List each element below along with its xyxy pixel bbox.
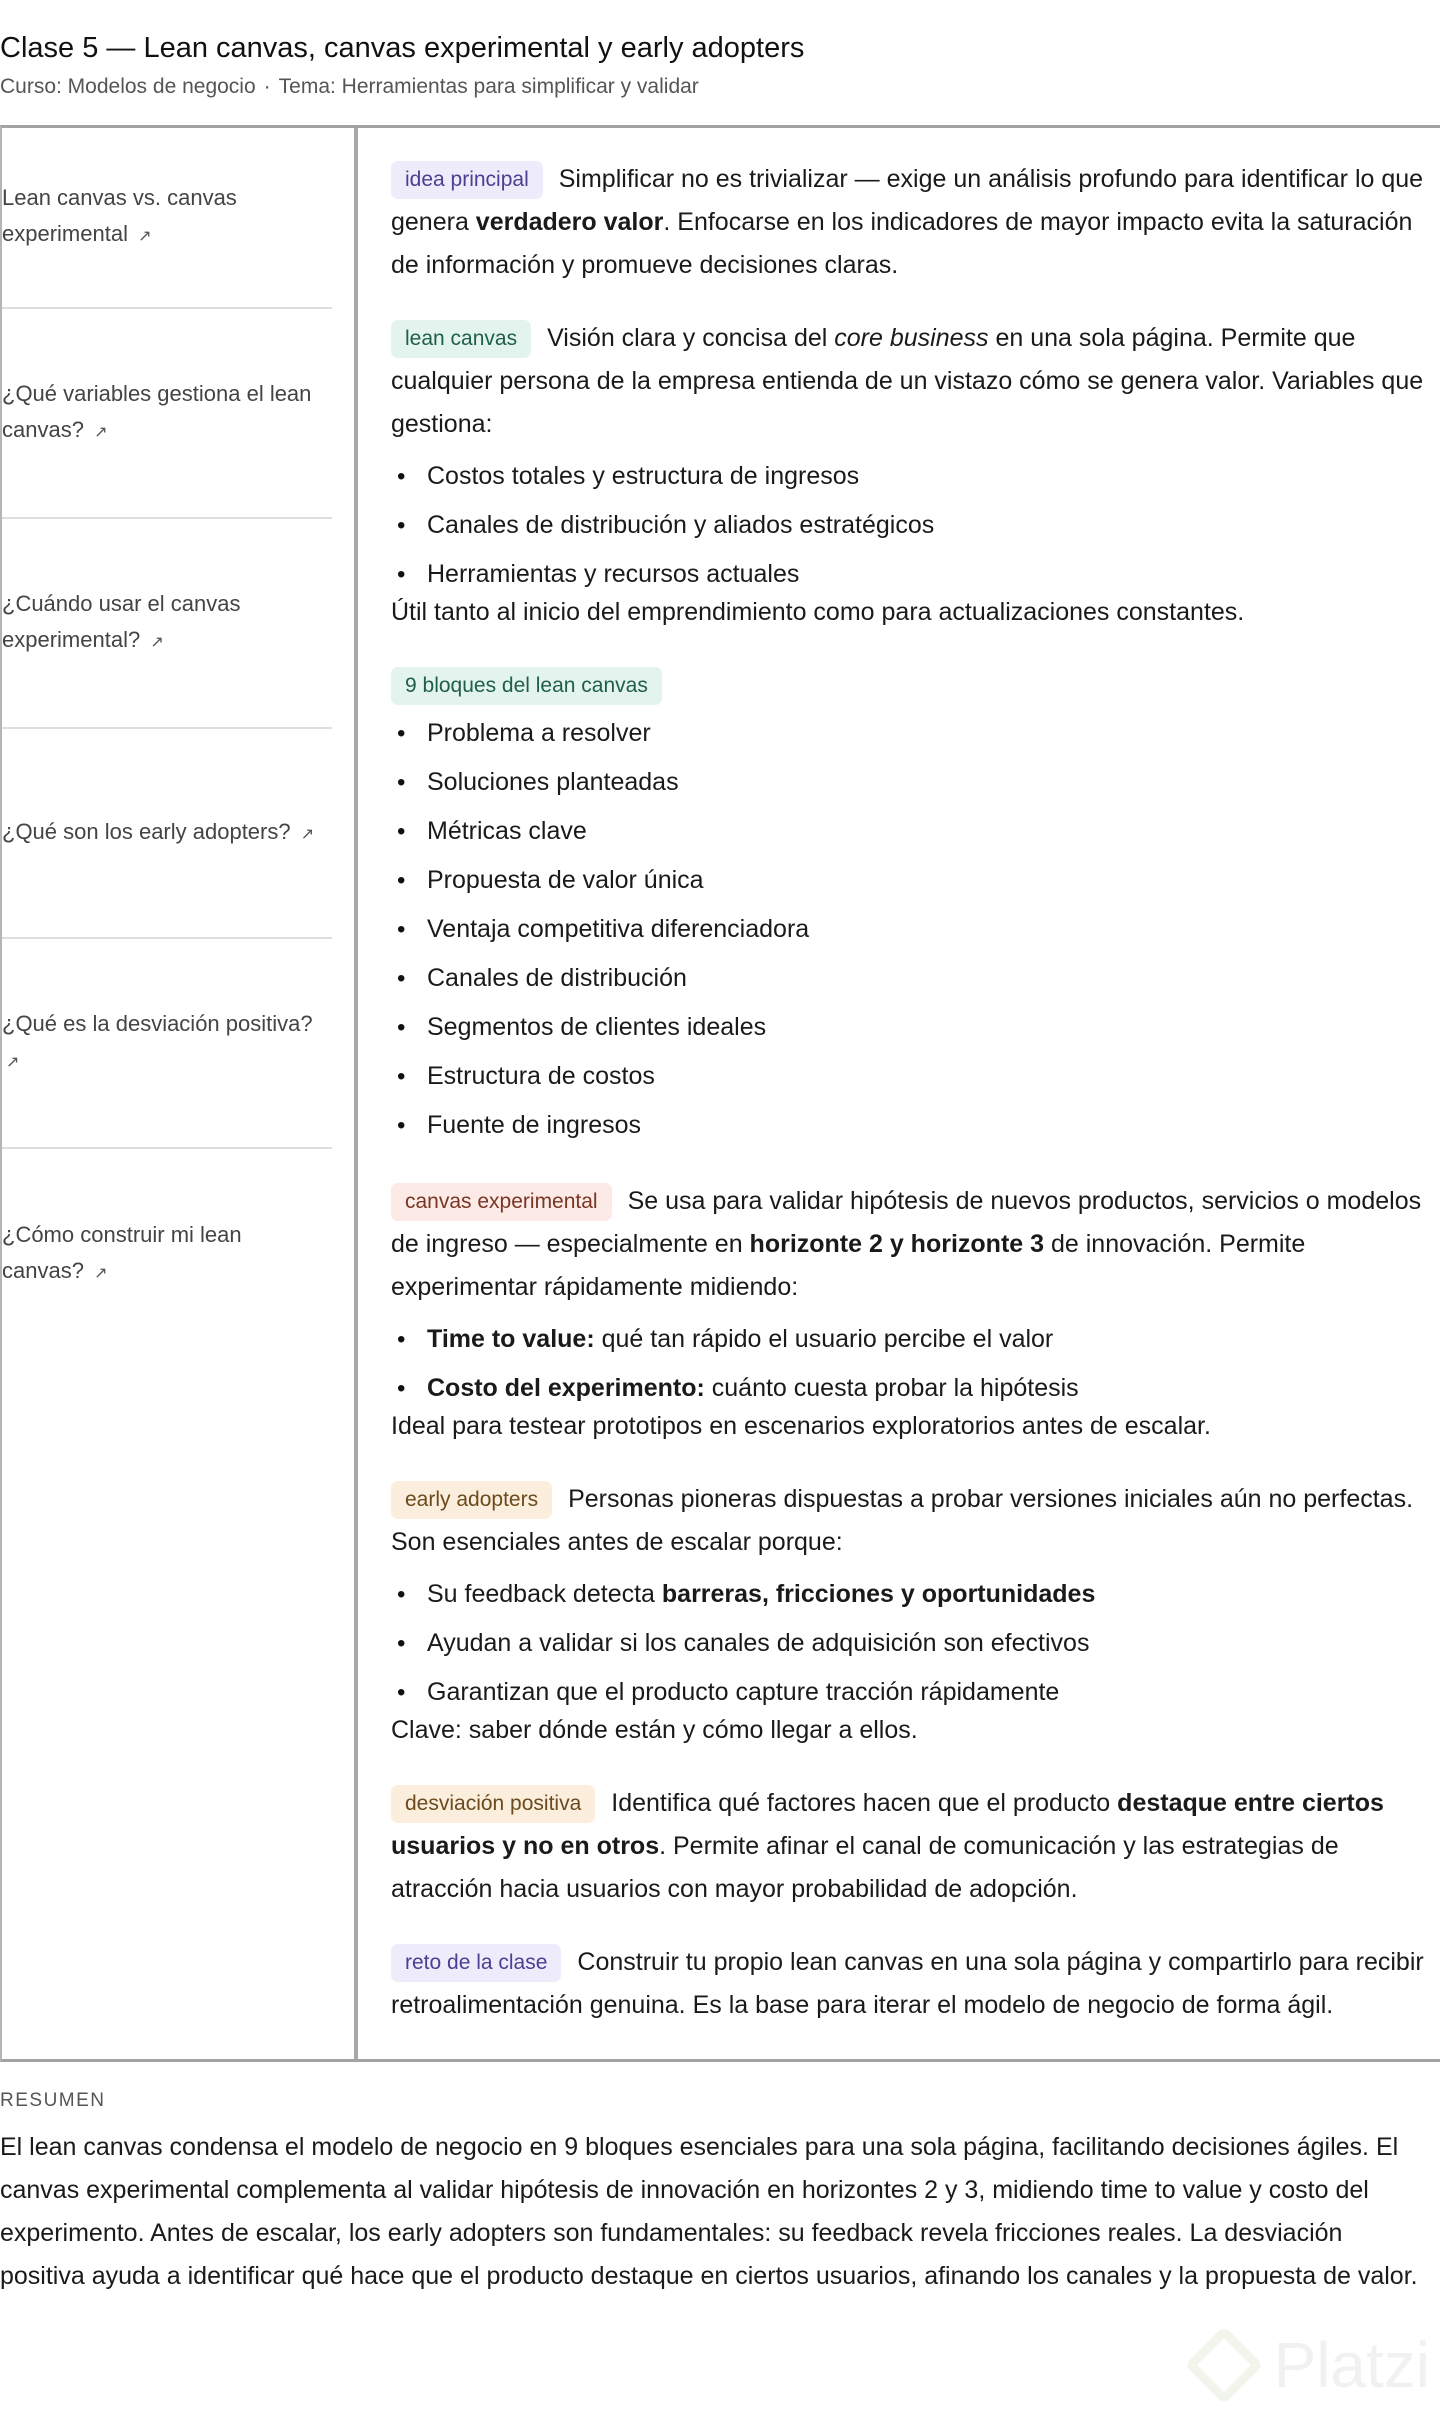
note-idea-principal — [391, 158, 1440, 287]
note-class-challenge — [391, 1941, 1440, 2027]
note-italic: core business — [834, 324, 989, 352]
question-link[interactable] — [2, 128, 332, 309]
list-item — [391, 1570, 1440, 1619]
note-canvas-experimental — [391, 1180, 1440, 1448]
external-link-icon: ↗ — [138, 228, 152, 245]
list-item — [391, 1364, 1440, 1413]
tag-early-adopters: early adopters — [391, 1481, 552, 1519]
list-item — [391, 1315, 1440, 1364]
note-bold: horizonte 2 y horizonte 3 — [749, 1230, 1045, 1258]
question-text: ¿Cómo construir mi lean canvas? — [2, 1221, 242, 1283]
question-link[interactable] — [2, 939, 332, 1149]
note-text: Simplificar no es trivializar — exige un análisis profundo para identificar lo que genera — [391, 165, 1424, 236]
item-text: Su feedback detecta — [427, 1580, 662, 1608]
tag-lean-canvas: lean canvas — [391, 320, 531, 358]
note-bold: verdadero valor — [475, 208, 664, 236]
tag-idea-principal: idea principal — [391, 161, 543, 199]
note-text: de innovación. Permite experimentar rápidamente midiendo: — [391, 1230, 1306, 1301]
external-link-icon: ↗ — [94, 423, 108, 441]
platzi-watermark — [1196, 2328, 1431, 2402]
note-text: Personas pioneras dispuestas a probar versiones iniciales aún no perfectas. Son esenciales antes de escalar porque: — [391, 1485, 1414, 1556]
notes-column — [358, 128, 1440, 2059]
list-item: • Canales de distribución — [391, 954, 1440, 1003]
list-item: • Métricas clave — [391, 807, 1440, 856]
reasons-list — [391, 1570, 1440, 1717]
question-text: ¿Qué variables gestiona el lean canvas? — [2, 380, 312, 442]
external-link-icon: ↗ — [6, 1053, 20, 1071]
list-item: • Ventaja competitiva diferenciadora — [391, 905, 1440, 954]
list-item: • Fuente de ingresos — [391, 1101, 1440, 1150]
note-early-adopters — [391, 1478, 1440, 1752]
cornell-notes-table — [0, 125, 1440, 2062]
question-text: Lean canvas vs. canvas experimental — [2, 185, 237, 246]
metric-name: Time to value: — [427, 1325, 595, 1353]
separator: · — [263, 75, 271, 98]
tag-class-challenge: reto de la clase — [391, 1944, 561, 1982]
note-text: . Permite afinar el canal de comunicación y las estrategias de atracción hacia usuarios con mayor probabilidad de adopción. — [391, 1832, 1339, 1903]
variables-list — [391, 452, 1440, 599]
summary-text: El lean canvas condensa el modelo de negocio en 9 bloques esenciales para una sola página, facilitando decisiones ágiles. El canvas experimental complementa al validar hipótesis de innovación en horizontes 2 y 3, midiendo time to value y costo del experimento. Antes de escalar, los early adopters son fundamentales: su feedback revela fricciones reales. La desviación positiva ayuda a identificar qué hace que el producto destaque en ciertos usuarios, afinando los canales y la propuesta de valor. — [0, 2133, 1418, 2290]
list-item: • Segmentos de clientes ideales — [391, 1003, 1440, 1052]
course-label: Curso: Modelos de negocio — [0, 75, 256, 98]
note-text: Construir tu propio lean canvas en una sola página y compartirlo para recibir retroalimentación genuina. Es la base para iterar el modelo de negocio de forma ágil. — [391, 1948, 1424, 2019]
topic-label: Tema: Herramientas para simplificar y validar — [278, 75, 699, 98]
question-link[interactable] — [2, 729, 332, 939]
blocks-list — [391, 709, 1440, 1150]
note-text: Identifica qué factores hacen que el producto — [611, 1789, 1118, 1817]
list-item: • Estructura de costos — [391, 1052, 1440, 1101]
summary-section — [0, 2088, 1440, 2298]
metric-desc: qué tan rápido el usuario percibe el valor — [594, 1325, 1054, 1353]
tag-nine-blocks: 9 bloques del lean canvas — [391, 667, 662, 705]
page-title: Clase 5 — Lean canvas, canvas experimental y early adopters — [0, 32, 805, 64]
note-text: Visión clara y concisa del — [547, 324, 835, 352]
tag-canvas-experimental: canvas experimental — [391, 1183, 612, 1221]
question-text: ¿Qué son los early adopters? — [2, 818, 291, 844]
question-text: ¿Cuándo usar el canvas experimental? — [2, 590, 241, 652]
external-link-icon: ↗ — [300, 825, 315, 843]
item-bold: barreras, fricciones y oportunidades — [661, 1580, 1096, 1608]
list-item: • Propuesta de valor única — [391, 856, 1440, 905]
page-subtitle — [0, 72, 1440, 102]
note-footer: Clave: saber dónde están y cómo llegar a ellos. — [391, 1716, 918, 1744]
note-text: Se usa para validar hipótesis de nuevos productos, servicios o modelos de ingreso — especialmente en — [391, 1187, 1422, 1258]
note-bold: destaque entre ciertos usuarios y no en otros — [391, 1789, 1384, 1860]
list-item: • Garantizan que el producto capture tracción rápidamente — [391, 1668, 1440, 1717]
note-text: en una sola página. Permite que cualquier persona de la empresa entienda de un vistazo cómo se genera valor. Variables que gestiona: — [391, 324, 1424, 438]
external-link-icon: ↗ — [150, 633, 164, 651]
summary-heading: RESUMEN — [0, 2090, 106, 2111]
metric-desc: cuánto cuesta probar la hipótesis — [704, 1374, 1079, 1402]
questions-column — [2, 128, 358, 2059]
platzi-logo-icon — [1184, 2325, 1263, 2404]
note-footer: Ideal para testear prototipos en escenarios exploratorios antes de escalar. — [391, 1412, 1211, 1440]
metrics-list — [391, 1315, 1440, 1413]
list-item: • Herramientas y recursos actuales — [391, 550, 1440, 599]
question-link[interactable] — [2, 1149, 332, 1359]
list-item: • Ayudan a validar si los canales de adquisición son efectivos — [391, 1619, 1440, 1668]
metric-name: Costo del experimento: — [427, 1374, 705, 1402]
question-link[interactable] — [2, 519, 332, 729]
note-nine-blocks — [391, 664, 1440, 1150]
note-lean-canvas — [391, 317, 1440, 634]
note-footer: Útil tanto al inicio del emprendimiento como para actualizaciones constantes. — [391, 598, 1245, 626]
note-text: . Enfocarse en los indicadores de mayor impacto evita la saturación de información y promueve decisiones claras. — [391, 208, 1413, 279]
list-item: • Soluciones planteadas — [391, 758, 1440, 807]
tag-positive-deviation: desviación positiva — [391, 1785, 595, 1823]
list-item: • Costos totales y estructura de ingresos — [391, 452, 1440, 501]
page-header — [0, 0, 1440, 125]
list-item: • Problema a resolver — [391, 709, 1440, 758]
watermark-text: Platzi — [1273, 2329, 1430, 2401]
question-link[interactable] — [2, 309, 332, 519]
list-item: • Canales de distribución y aliados estratégicos — [391, 501, 1440, 550]
note-positive-deviation — [391, 1782, 1440, 1911]
external-link-icon: ↗ — [94, 1264, 108, 1282]
question-text: ¿Qué es la desviación positiva? — [2, 1010, 313, 1036]
